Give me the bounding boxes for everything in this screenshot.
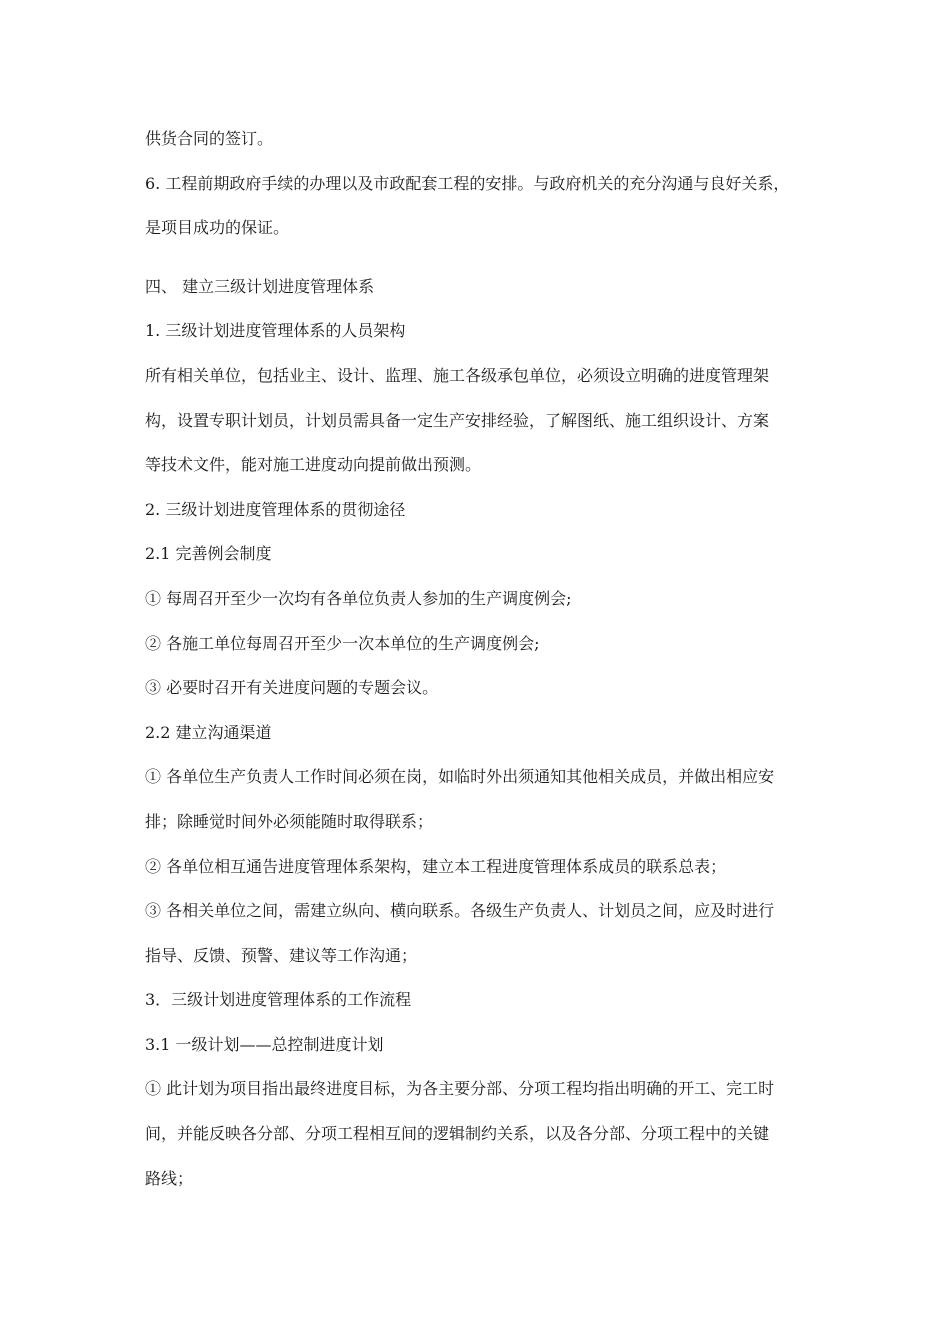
item-6-line-1: 6. 工程前期政府手续的办理以及市政配套工程的安排。与政府机关的充分沟通与良好关系， [145,173,790,193]
subsection-heading: 3．三级计划进度管理体系的工作流程 [145,990,412,1010]
paragraph-line: 所有相关单位，包括业主、设计、监理、施工各级承包单位，必须设立明确的进度管理架 [145,365,770,385]
list-item-continuation: 排；除睡觉时间外必须能随时取得联系； [145,811,434,831]
paragraph-line: 等技术文件，能对施工进度动向提前做出预测。 [145,455,482,475]
list-item: ② 各施工单位每周召开至少一次本单位的生产调度例会; [145,633,540,653]
subsection-heading: 2. 三级计划进度管理体系的贯彻途径 [145,499,406,519]
list-item: ② 各单位相互通告进度管理体系架构，建立本工程进度管理体系成员的联系总表； [145,856,727,876]
list-item: ① 各单位生产负责人工作时间必须在岗，如临时外出须通知其他相关成员，并做出相应安 [145,767,775,787]
sub-subsection-heading: 2.1 完善例会制度 [145,544,272,564]
list-item: ① 此计划为项目指出最终进度目标，为各主要分部、分项工程均指出明确的开工、完工时 [145,1079,775,1099]
section-gap [145,251,809,265]
list-item-continuation: 路线； [145,1168,194,1188]
section-heading: 四、 建立三级计划进度管理体系 [145,276,375,296]
sub-subsection-heading: 2.2 建立沟通渠道 [145,722,272,742]
list-item: ① 每周召开至少一次均有各单位负责人参加的生产调度例会; [145,588,572,608]
text-line: 供货合同的签订。 [145,129,274,148]
item-6-line-2: 是项目成功的保证。 [145,218,290,238]
paragraph-line: 构，设置专职计划员，计划员需具备一定生产安排经验，了解图纸、施工组织设计、方案 [145,410,770,430]
list-item-continuation: 指导、反馈、预警、建议等工作沟通； [145,945,418,965]
sub-subsection-heading: 3.1 一级计划——总控制进度计划 [145,1034,384,1054]
document-body [145,117,809,1201]
subsection-heading: 1. 三级计划进度管理体系的人员架构 [145,321,406,341]
list-item: ③ 各相关单位之间，需建立纵向、横向联系。各级生产负责人、计划员之间，应及时进行 [145,901,775,921]
list-item-continuation: 间，并能反映各分部、分项工程相互间的逻辑制约关系，以及各分部、分项工程中的关键 [145,1124,770,1144]
list-item: ③ 必要时召开有关进度问题的专题会议。 [145,678,439,698]
